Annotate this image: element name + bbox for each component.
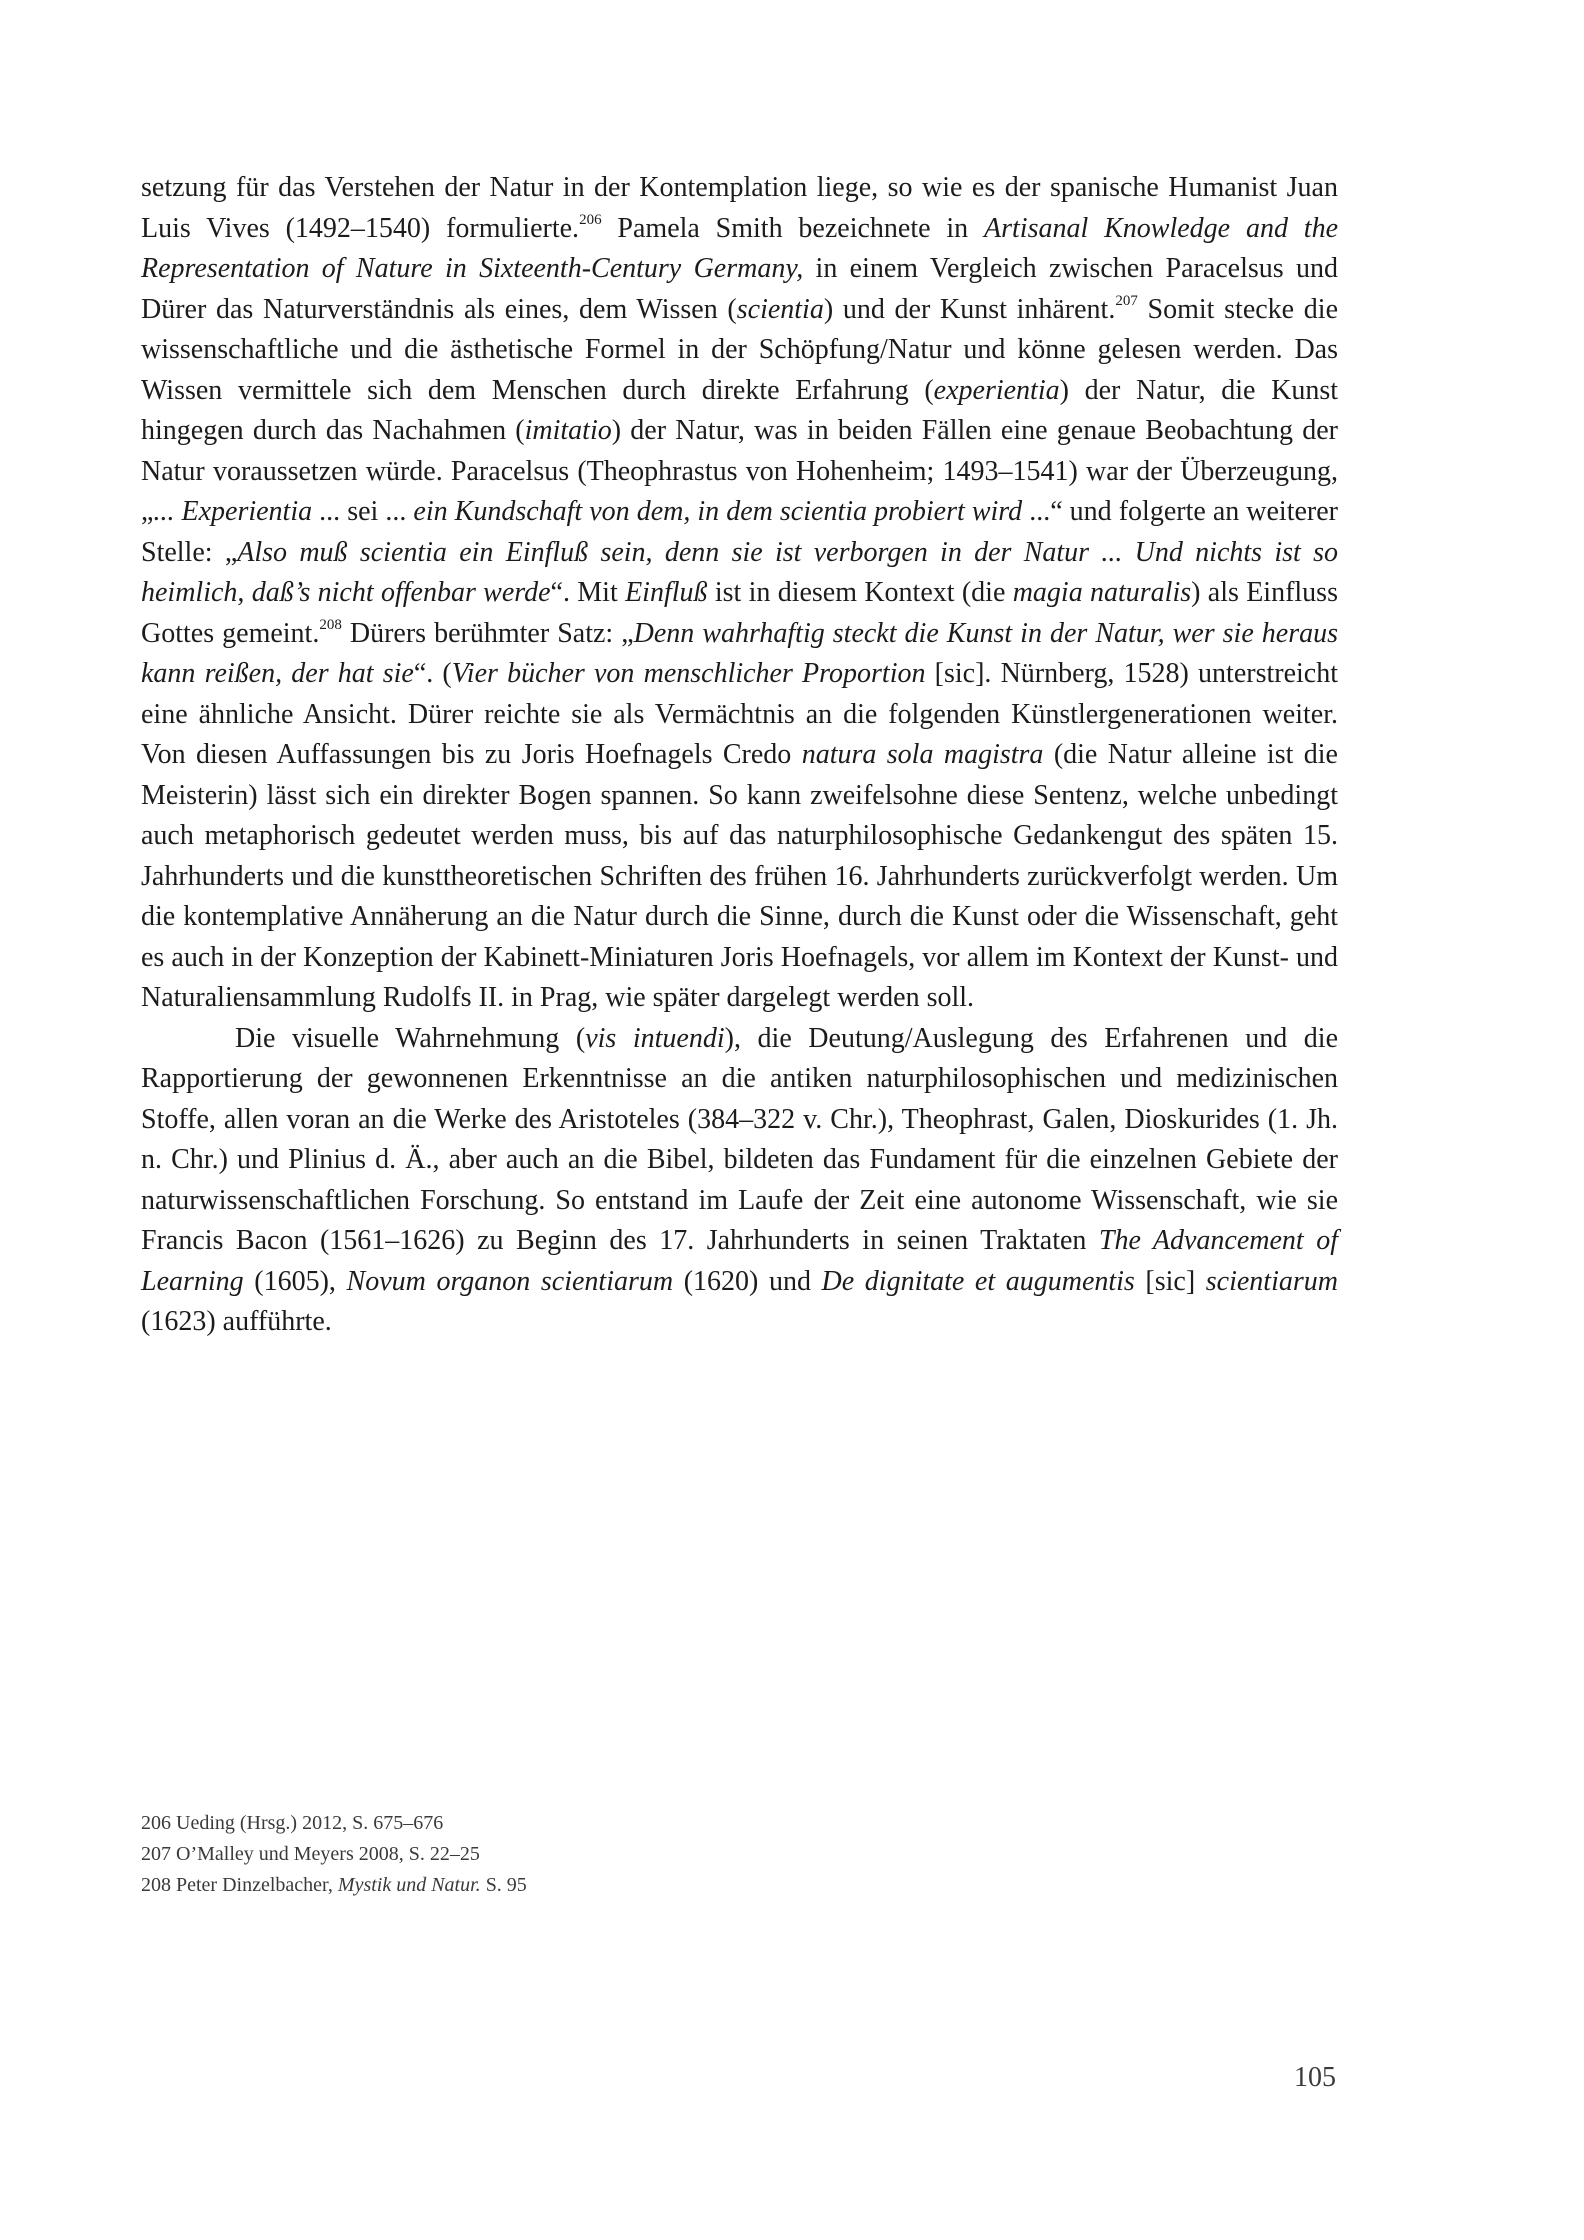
text-run: 207 O’Malley und Meyers 2008, S. 22–25 (141, 1843, 480, 1865)
footnote-reference: 206 (579, 211, 602, 228)
italic-text: scientia (736, 293, 824, 325)
text-run: (1620) und (673, 1265, 822, 1297)
paragraph (141, 168, 1338, 1019)
paragraph (141, 1019, 1338, 1343)
text-run: ...“ und folgerte an weiterer Stelle: „ (141, 496, 1338, 568)
italic-text: De dignitate et augumentis (821, 1265, 1135, 1297)
page-number: 105 (1294, 2062, 1336, 2093)
italic-text: imitatio (524, 415, 612, 446)
text-run: “. Mit (550, 577, 626, 608)
text-run: Dürers berühmter Satz: „ (341, 617, 634, 649)
italic-text: Artisanal Knowledge and the Representation of Nature in Sixteenth-Century Germany, (141, 212, 1338, 284)
italic-text: vis intuendi (585, 1022, 725, 1054)
italic-text: Einfluß (625, 577, 708, 608)
text-run: Somit stecke die wissenschaftliche und die ästhetische Formel in der Schöpfung/Natur und könne gelesen werden. Das Wissen vermittele sich dem Menschen durch direkte Erfahrung ( (141, 293, 1339, 406)
italic-text: experientia (933, 374, 1060, 406)
text-run: (die Natur alleine ist die Meisterin) lässt sich ein direkter Bogen spannen. So kann zweifelsohne diese Sentenz, welche unbedingt auch metaphorisch gedeutet werden muss, bis auf das naturphilosophische Gedankengut des späten 15. Jahrhunderts und die kunsttheoretischen Schriften des frühen 16. Jahrhunderts zurückverfolgt werden. Um die kontemplative Annäherung an die Natur durch die Sinne, durch die Kunst oder die Wissenschaft, geht es auch in der Konzeption der Kabinett-Miniaturen Joris Hoefnagels, vor allem im Kontext der Kunst- und Naturaliensammlung Rudolfs II. in Prag, wie später dargelegt werden soll. (141, 739, 1338, 1013)
text-run: 208 Peter Dinzelbacher, (141, 1874, 338, 1896)
text-run: ) als Einfluss Gottes gemeint. (141, 577, 1338, 649)
text-run: (1623) aufführte. (141, 1306, 332, 1337)
text-run: in einem Vergleich zwischen Paracelsus und Dürer das Naturverständnis als eines, dem Wissen ( (141, 253, 1339, 325)
footnote-reference: 207 (1115, 292, 1138, 309)
text-run: ), die Deutung/Auslegung des Erfahrenen und die Rapportierung der gewonnenen Erkenntnisse an die antiken naturphilosophischen und medizinischen Stoffe, allen voran an die Werke des Aristoteles (384–322 v. Chr.), Theophrast, Galen, Dioskurides (1. Jh. n. Chr.) und Plinius d. Ä., aber auch an die Bibel, bildeten das Fundament für die einzelnen Gebiete der naturwissenschaftlichen Forschung. So entstand im Laufe der Zeit eine autonome Wissenschaft, wie sie Francis Bacon (1561–1626) zu Beginn des 17. Jahrhunderts in seinen Traktaten (141, 1022, 1339, 1256)
italic-text: natura sola magistra (801, 739, 1044, 770)
text-run: ) der Natur, die Kunst hingegen durch das Nachahmen ( (141, 374, 1339, 446)
text-run: 206 Ueding (Hrsg.) 2012, S. 675–676 (141, 1812, 444, 1834)
italic-text: Novum organon scientiarum (346, 1265, 674, 1297)
italic-text: The Advancement of Learning (141, 1225, 1338, 1297)
text-run: S. 95 (480, 1874, 527, 1896)
italic-text: Vier bücher von menschlicher Proportion (451, 658, 926, 689)
italic-text: Denn wahrhaftig steckt die Kunst in der Natur, wer sie heraus kann reißen, der hat sie (141, 617, 1339, 689)
text-run: setzung für das Verstehen der Natur in der Kontemplation liege, so wie es der spanische Humanist Juan Luis Vives (1492–1540) formulierte. (141, 172, 1338, 244)
italic-text: ... Experientia (153, 496, 313, 527)
footnote (141, 1808, 1041, 1839)
text-run: ist in diesem Kontext (die (707, 577, 1013, 608)
text-run: [sic]. Nürnberg, 1528) unterstreicht eine ähnliche Ansicht. Dürer reichte sie als Vermächtnis an die folgenden Künstlergenerationen weiter. Von diesen Auffassungen bis zu Joris Hoefnagels Credo (141, 658, 1338, 770)
text-run: ) und der Kunst inhärent. (823, 293, 1116, 325)
text-run: Pamela Smith bezeichnete in (601, 212, 985, 244)
text-run: ) der Natur, was in beiden Fällen eine genaue Beobachtung der Natur voraussetzen würde. Paracelsus (Theophrastus von Hohenheim; 1493–1541) war der Überzeugung, „ (141, 415, 1338, 527)
italic-text: ein Kundschaft von dem, in dem scientia probiert wird (413, 496, 1023, 527)
body-text (141, 168, 1338, 1343)
footnote-reference: 208 (319, 616, 342, 633)
italic-text: Also muß scientia ein Einfluß sein, denn sie ist verborgen in der Natur ... Und nichts ist so heimlich, daß’s nicht offenbar werde (141, 536, 1338, 608)
text-run: [sic] (1134, 1265, 1206, 1297)
text-run: ... sei ... (312, 496, 414, 527)
italic-text: magia naturalis (1012, 577, 1192, 608)
footnote (141, 1839, 1041, 1870)
text-run: (1605), (243, 1265, 347, 1297)
italic-text: scientiarum (1205, 1265, 1338, 1297)
italic-text: Mystik und Natur. (337, 1874, 481, 1896)
footnotes (141, 1808, 1041, 1901)
text-run: Die visuelle Wahrnehmung ( (235, 1022, 586, 1054)
footnote (141, 1870, 1041, 1901)
text-run: “. ( (413, 658, 452, 689)
